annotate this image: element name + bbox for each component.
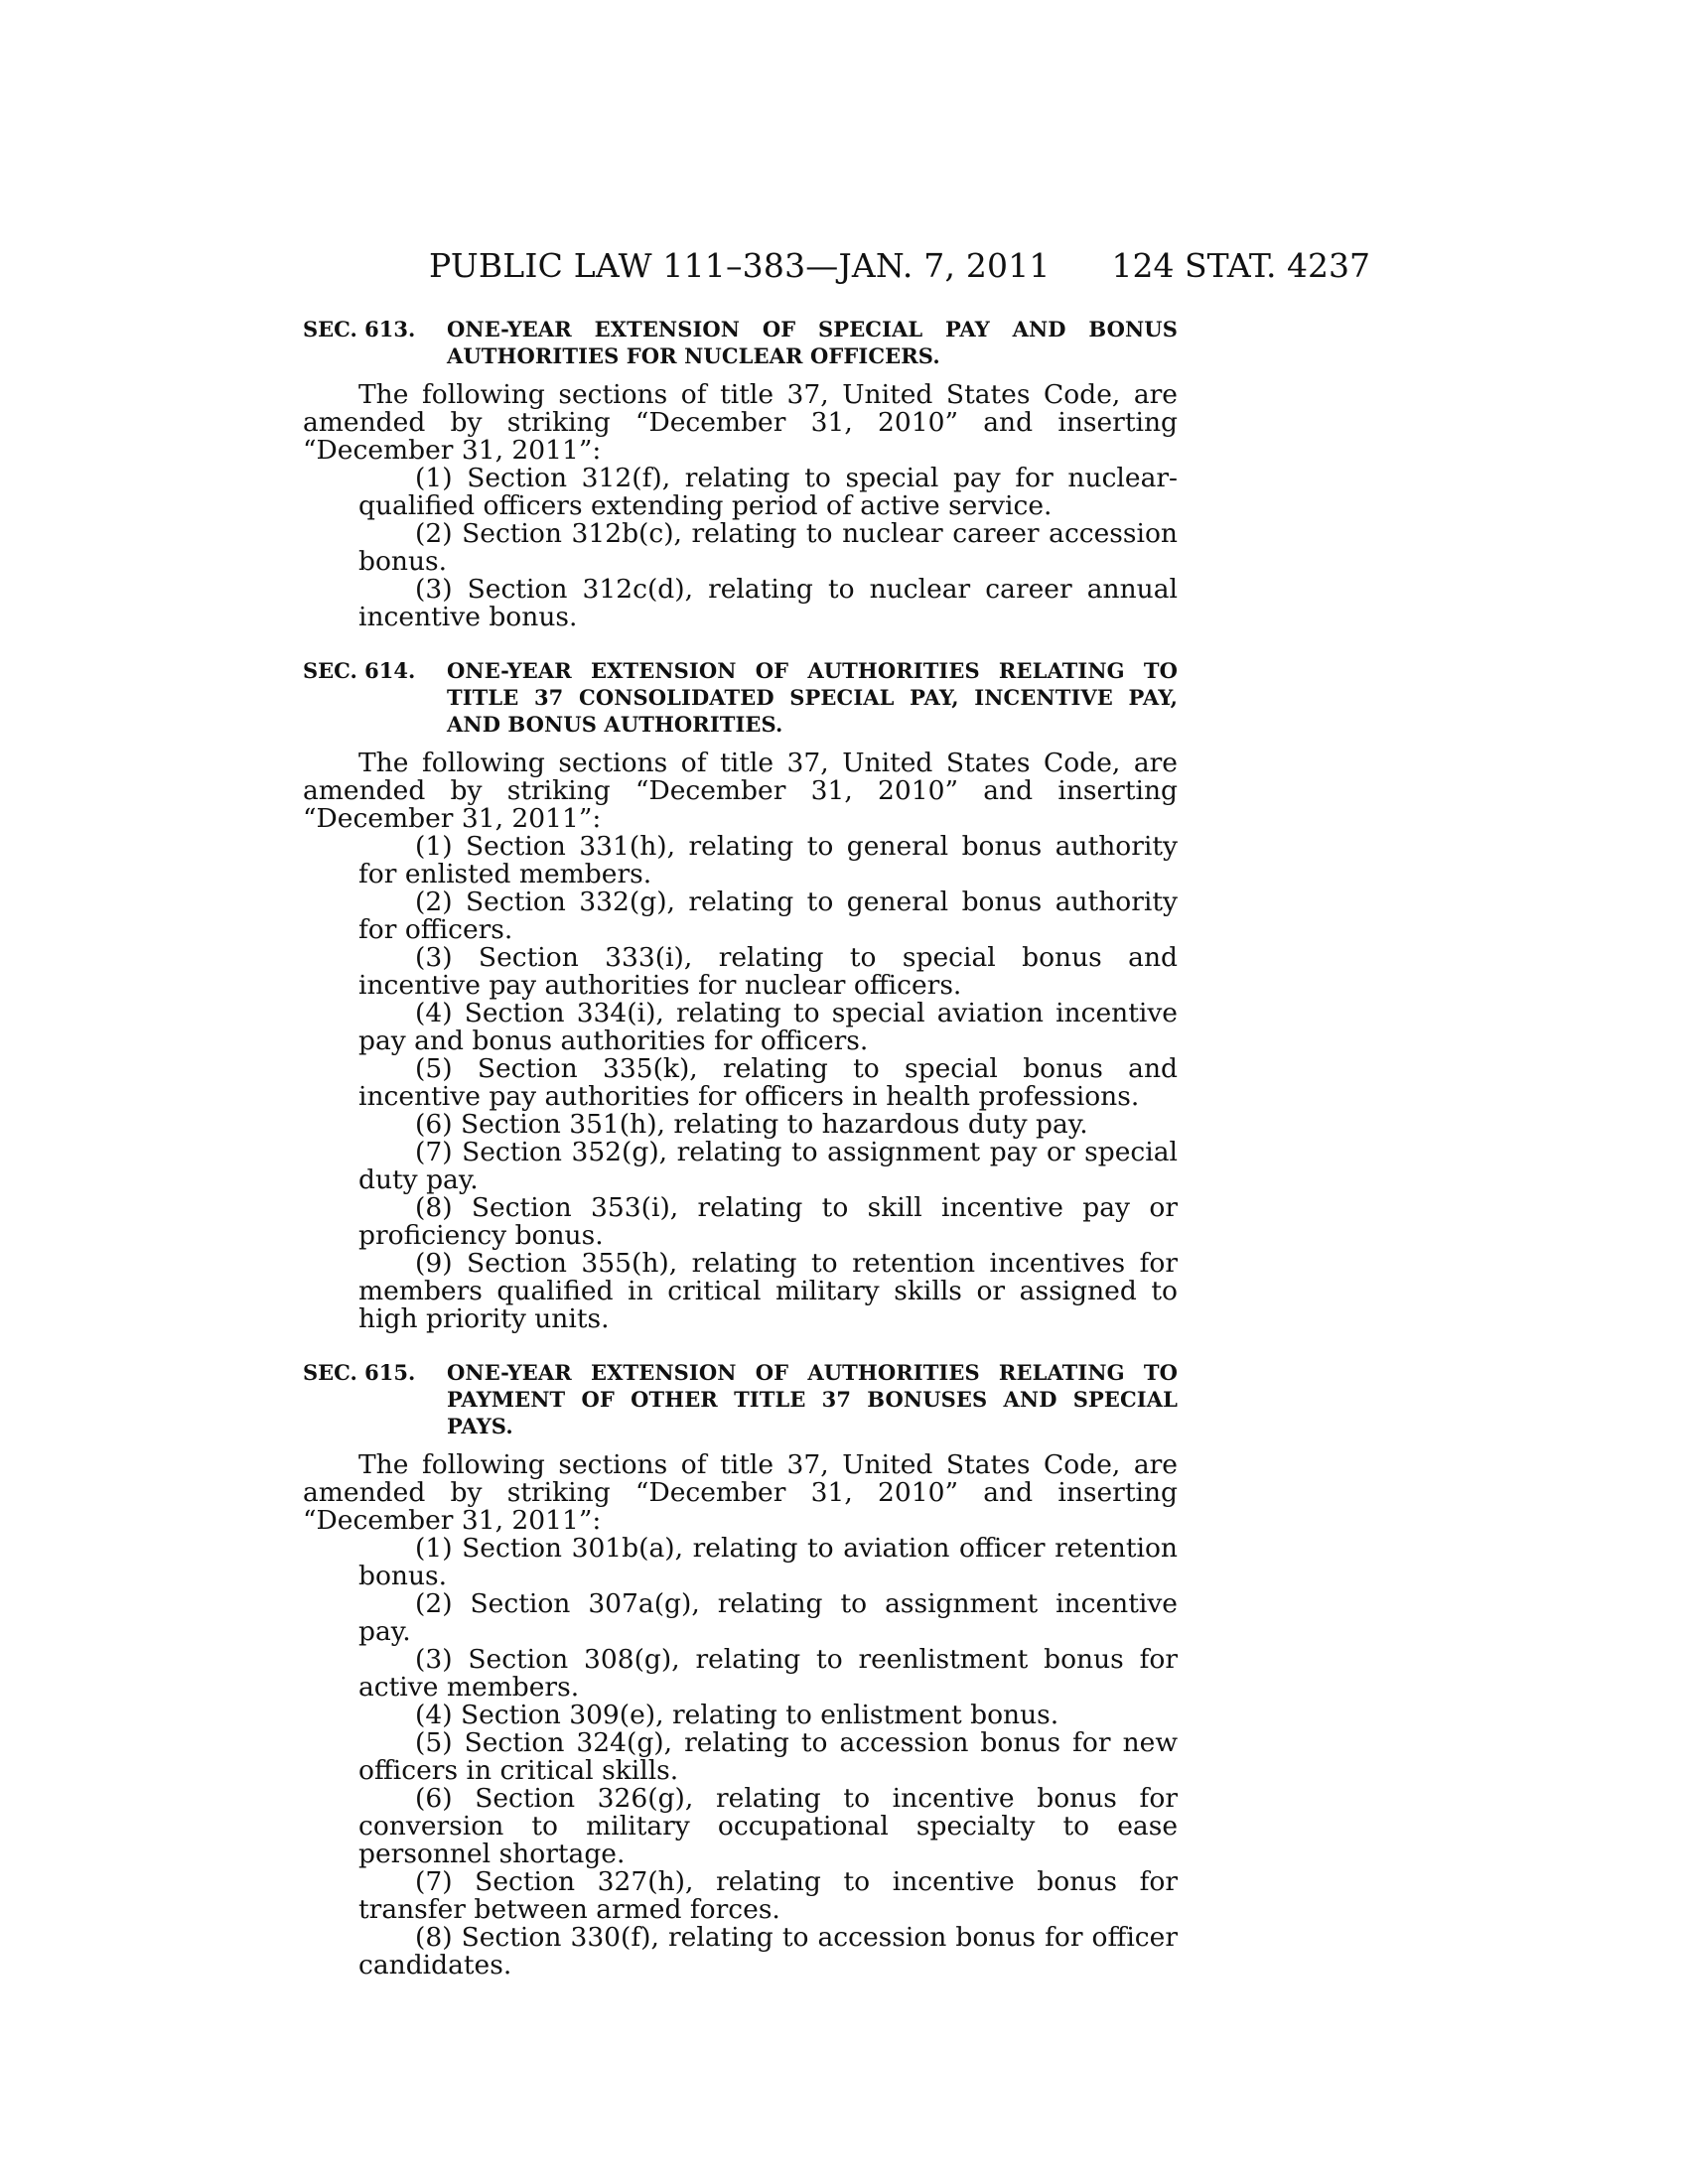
list-item: (1) Section 312(f), relating to special pay for nuclear-qualified officers extending period of active service.: [358, 463, 1178, 521]
law-title: PUBLIC LAW 111–383—JAN. 7, 2011: [429, 246, 1051, 285]
list-item: (8) Section 330(f), relating to accession bonus for officer candidates.: [358, 1922, 1178, 1980]
section-title: ONE-YEAR EXTENSION OF SPECIAL PAY AND BONUS AUTHORITIES FOR NUCLEAR OFFICERS.: [447, 317, 1178, 368]
section-heading: [303, 1359, 1178, 1439]
list-item: (6) Section 351(h), relating to hazardous duty pay.: [415, 1109, 1088, 1140]
section-title: ONE-YEAR EXTENSION OF AUTHORITIES RELATING TO TITLE 37 CONSOLIDATED SPECIAL PAY, INCENTIVE PAY, AND BONUS AUTHORITIES.: [447, 658, 1178, 737]
stat-page-number: 124 STAT. 4237: [1111, 246, 1370, 285]
section-number: SEC. 615.: [303, 1360, 416, 1385]
list-item: (6) Section 326(g), relating to incentive bonus for conversion to military occupational specialty to ease personnel shortage.: [358, 1783, 1178, 1869]
list-item: (4) Section 334(i), relating to special aviation incentive pay and bonus authorities for officers.: [358, 998, 1178, 1056]
section-heading: [303, 657, 1178, 738]
document-body: [303, 316, 1178, 2005]
list-item: (3) Section 312c(d), relating to nuclear career annual incentive bonus.: [358, 574, 1178, 632]
list-item: (7) Section 327(h), relating to incentive bonus for transfer between armed forces.: [358, 1866, 1178, 1925]
section-number: SEC. 614.: [303, 658, 416, 683]
list-item: (2) Section 312b(c), relating to nuclear career accession bonus.: [358, 518, 1178, 577]
list-item: (1) Section 331(h), relating to general bonus authority for enlisted members.: [358, 831, 1178, 889]
section-intro: The following sections of title 37, United States Code, are amended by striking “December 31, 2010” and inserting “December 31, 2011”:: [303, 748, 1178, 834]
section-613: [303, 316, 1178, 631]
list-item: (2) Section 307a(g), relating to assignment incentive pay.: [358, 1588, 1178, 1647]
list-item: (1) Section 301b(a), relating to aviation officer retention bonus.: [358, 1533, 1178, 1591]
list-item: (7) Section 352(g), relating to assignment pay or special duty pay.: [358, 1137, 1178, 1195]
section-614: [303, 657, 1178, 1333]
running-header: [298, 246, 1370, 286]
list-item: (5) Section 335(k), relating to special bonus and incentive pay authorities for officers in health professions.: [358, 1053, 1178, 1112]
list-item: (3) Section 308(g), relating to reenlistment bonus for active members.: [358, 1644, 1178, 1703]
section-615: [303, 1359, 1178, 1979]
section-number: SEC. 613.: [303, 317, 416, 341]
list-item: (9) Section 355(h), relating to retention incentives for members qualified in critical military skills or assigned to high priority units.: [358, 1248, 1178, 1334]
section-title: ONE-YEAR EXTENSION OF AUTHORITIES RELATING TO PAYMENT OF OTHER TITLE 37 BONUSES AND SPECIAL PAYS.: [447, 1360, 1178, 1438]
list-item: (2) Section 332(g), relating to general bonus authority for officers.: [358, 887, 1178, 945]
section-intro: The following sections of title 37, United States Code, are amended by striking “December 31, 2010” and inserting “December 31, 2011”:: [303, 1449, 1178, 1536]
list-item: (5) Section 324(g), relating to accession bonus for new officers in critical skills.: [358, 1727, 1178, 1786]
section-heading: [303, 316, 1178, 369]
list-item: (8) Section 353(i), relating to skill incentive pay or proficiency bonus.: [358, 1192, 1178, 1251]
list-item: (3) Section 333(i), relating to special bonus and incentive pay authorities for nuclear officers.: [358, 942, 1178, 1001]
section-intro: The following sections of title 37, United States Code, are amended by striking “December 31, 2010” and inserting “December 31, 2011”:: [303, 379, 1178, 466]
list-item: (4) Section 309(e), relating to enlistment bonus.: [415, 1700, 1059, 1730]
